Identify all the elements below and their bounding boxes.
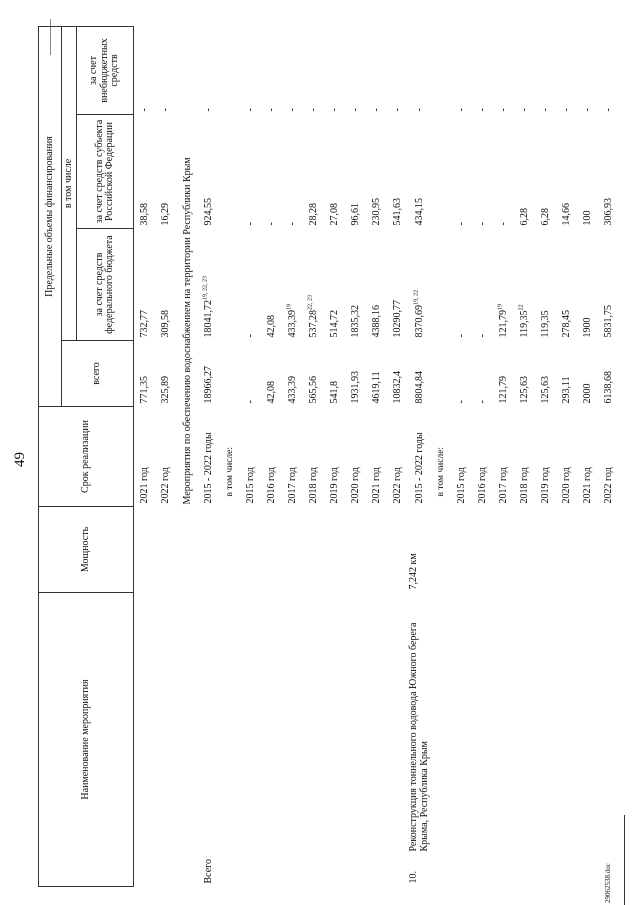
- total-cell: -: [245, 400, 256, 404]
- regional-cell: -: [287, 222, 298, 226]
- federal-value: 278,45: [561, 309, 572, 338]
- year-cell: 2021 год: [582, 467, 593, 504]
- total-cell: 293,11: [561, 376, 572, 404]
- total-cell: 125,63: [519, 375, 530, 404]
- table-row: [345, 26, 366, 886]
- document-reference: 29062538.doc: [604, 863, 612, 903]
- federal-value: 4388,16: [371, 304, 382, 338]
- year-cell: 2016 год: [266, 467, 277, 504]
- header-incl: в том числе: [62, 26, 77, 340]
- footnote-ref: 19, 22: [413, 289, 420, 305]
- year-cell: 2019 год: [329, 467, 340, 504]
- total-cell: 4619,11: [371, 371, 382, 404]
- year-cell: 2018 год: [519, 467, 530, 504]
- regional-cell: 6,28: [519, 207, 530, 226]
- footnote-ref: 19: [497, 303, 504, 310]
- table-row: [598, 26, 619, 886]
- regional-cell: -: [245, 222, 256, 226]
- table-row: [366, 26, 387, 886]
- footnote-ref: 22, 23: [307, 294, 314, 310]
- year-cell: 2018 год: [308, 467, 319, 504]
- federal-cell: 18041,72$^{19, 22, 23}$: [202, 275, 214, 338]
- extra-cell: -: [456, 108, 467, 112]
- regional-cell: 14,66: [561, 202, 572, 226]
- year-cell: 2022 год: [392, 467, 403, 504]
- table-row: [303, 26, 324, 886]
- header-term: Срок реализации: [39, 406, 134, 506]
- extra-cell: -: [139, 108, 150, 112]
- year-cell: 2021 год: [371, 467, 382, 504]
- total-cell: 10832,4: [392, 370, 403, 404]
- period-cell: 2015 - 2022 годы: [203, 432, 214, 504]
- total-cell: 125,63: [540, 375, 551, 404]
- total-row: [198, 26, 219, 886]
- extra-cell: -: [266, 108, 277, 112]
- year-cell: 2019 год: [540, 467, 551, 504]
- header-power: Мощность: [39, 506, 134, 592]
- total-cell: 771,35: [139, 375, 150, 404]
- total-cell: -: [456, 400, 467, 404]
- federal-cell: [598, 228, 619, 340]
- federal-cell: [345, 228, 366, 340]
- federal-cell: 309,58: [160, 309, 171, 338]
- period-cell: 2015 - 2022 годы: [413, 432, 425, 504]
- extra-cell: -: [392, 108, 403, 112]
- extra-cell: -: [582, 108, 593, 112]
- total-cell: 121,79: [498, 375, 509, 404]
- total-cell: 541,8: [329, 380, 340, 404]
- incl-label: в том числе:: [224, 446, 235, 497]
- regional-cell: 100: [582, 210, 593, 226]
- financing-table: [38, 26, 619, 887]
- total-cell: 6138,68: [603, 370, 614, 404]
- year-cell: 2022 год: [160, 467, 171, 504]
- total-cell: 42,08: [266, 380, 277, 404]
- extra-cell: -: [160, 108, 171, 112]
- extra-cell: -: [603, 108, 614, 112]
- footnote-ref: 22: [518, 304, 525, 311]
- regional-cell: -: [498, 222, 509, 226]
- extra-cell: -: [371, 108, 382, 112]
- regional-cell: -: [477, 222, 488, 226]
- table-row: [134, 26, 156, 886]
- federal-cell: [514, 228, 535, 340]
- federal-cell: [303, 228, 324, 340]
- federal-cell: [535, 228, 556, 340]
- total-cell: 565,56: [308, 375, 319, 404]
- extra-cell: -: [287, 108, 298, 112]
- extra-cell: -: [329, 108, 340, 112]
- section-row: [176, 26, 198, 886]
- regional-cell: 230,95: [371, 197, 382, 226]
- federal-cell: [472, 228, 493, 340]
- federal-cell: [240, 228, 261, 340]
- header-total: всего: [62, 340, 134, 406]
- year-cell: 2020 год: [561, 467, 572, 504]
- federal-cell: [556, 228, 577, 340]
- federal-value: 42,08: [266, 314, 277, 338]
- federal-value: 1900: [582, 317, 593, 338]
- section-title: Мероприятия по обеспечению водоснабжением на территории Республики Крым: [181, 157, 193, 505]
- federal-value: 537,28: [308, 309, 319, 338]
- incl-row: [430, 26, 451, 886]
- federal-value: 433,39: [287, 309, 298, 338]
- table-row: [556, 26, 577, 886]
- regional-cell: 16,29: [160, 202, 171, 226]
- regional-cell: 27,08: [329, 202, 340, 226]
- item-row: [408, 26, 430, 886]
- table-row: [535, 26, 556, 886]
- regional-cell: 434,15: [413, 197, 425, 226]
- year-cell: 2017 год: [287, 467, 298, 504]
- year-cell: 2016 год: [477, 467, 488, 504]
- extra-cell: -: [477, 108, 488, 112]
- item-name: Реконструкция тоннельного водовода Южного берега Крыма, Республика Крым: [408, 622, 430, 852]
- incl-row: [219, 26, 240, 886]
- federal-value: 119,35: [519, 310, 530, 338]
- federal-cell: [408, 228, 430, 340]
- year-cell: 2020 год: [350, 467, 361, 504]
- federal-value: 10290,77: [392, 299, 403, 338]
- table-row: [577, 26, 598, 886]
- regional-cell: 28,28: [308, 202, 319, 226]
- regional-cell: 6,28: [540, 207, 551, 226]
- total-cell: 325,89: [160, 375, 171, 404]
- regional-cell: -: [456, 222, 467, 226]
- federal-cell: [282, 228, 303, 340]
- federal-value: -: [456, 334, 467, 338]
- federal-value: 8370,69: [413, 304, 425, 338]
- header-name: Наименование мероприятия: [39, 592, 134, 886]
- federal-value: 1835,32: [350, 304, 361, 338]
- total-cell: 433,39: [287, 375, 298, 404]
- total-cell: 18966,27: [203, 365, 214, 404]
- table-row: [155, 26, 176, 886]
- extra-cell: -: [350, 108, 361, 112]
- total-cell: 8804,84: [413, 370, 425, 404]
- header-regional: за счет средств субъекта Российской Федерации: [77, 114, 134, 228]
- regional-cell: 306,93: [603, 197, 614, 226]
- federal-value: 119,35: [540, 310, 551, 338]
- table-row: [387, 26, 408, 886]
- header-extra: за счет внебюджетных средств: [77, 26, 134, 114]
- year-cell: 2021 год: [139, 467, 150, 504]
- federal-value: 514,72: [329, 309, 340, 338]
- table-row: [514, 26, 535, 886]
- total-cell: 1931,93: [350, 370, 361, 404]
- table-row: [282, 26, 303, 886]
- incl-label: в том числе:: [435, 446, 446, 497]
- extra-cell: -: [540, 108, 551, 112]
- header-federal: за счет средств федерального бюджета: [77, 228, 134, 340]
- federal-value: 121,79: [498, 309, 509, 338]
- federal-cell: [451, 228, 472, 340]
- year-cell: 2015 год: [245, 467, 256, 504]
- item-power: 7,242 км: [408, 553, 419, 590]
- federal-cell: [261, 228, 282, 340]
- table-row: [493, 26, 514, 886]
- regional-cell: 541,63: [392, 197, 403, 226]
- table-row: [261, 26, 282, 886]
- total-label: Всего: [203, 858, 214, 884]
- extra-cell: -: [308, 108, 319, 112]
- footer-rule: [624, 815, 625, 905]
- regional-cell: -: [266, 222, 277, 226]
- table-body: [134, 26, 620, 886]
- federal-cell: [387, 228, 408, 340]
- table-row: [240, 26, 261, 886]
- extra-cell: -: [413, 108, 425, 112]
- regional-cell: 96,61: [350, 202, 361, 226]
- federal-value: 5831,75: [603, 304, 614, 338]
- header-limits: Предельные объемы финансирования: [39, 26, 62, 406]
- total-cell: 2000: [582, 383, 593, 404]
- extra-cell: -: [519, 108, 530, 112]
- extra-cell: -: [561, 108, 572, 112]
- table-row: [451, 26, 472, 886]
- federal-cell: [577, 228, 598, 340]
- federal-value: -: [477, 334, 488, 338]
- year-cell: 2015 год: [456, 467, 467, 504]
- federal-cell: [493, 228, 514, 340]
- year-cell: 2017 год: [498, 467, 509, 504]
- page-number: 49: [12, 452, 28, 467]
- item-number: 10.: [408, 871, 419, 884]
- extra-cell: -: [203, 108, 214, 112]
- extra-cell: -: [498, 108, 509, 112]
- table-row: [472, 26, 493, 886]
- federal-value: -: [245, 334, 256, 338]
- year-cell: 2022 год: [603, 467, 614, 504]
- regional-cell: 38,58: [139, 202, 150, 226]
- table-row: [324, 26, 345, 886]
- footnote-ref: 19: [286, 303, 293, 310]
- total-cell: -: [477, 400, 488, 404]
- federal-cell: 732,77: [139, 309, 150, 338]
- federal-cell: [324, 228, 345, 340]
- extra-cell: -: [245, 108, 256, 112]
- table-header: [39, 26, 134, 886]
- regional-cell: 924,55: [203, 197, 214, 226]
- federal-cell: [366, 228, 387, 340]
